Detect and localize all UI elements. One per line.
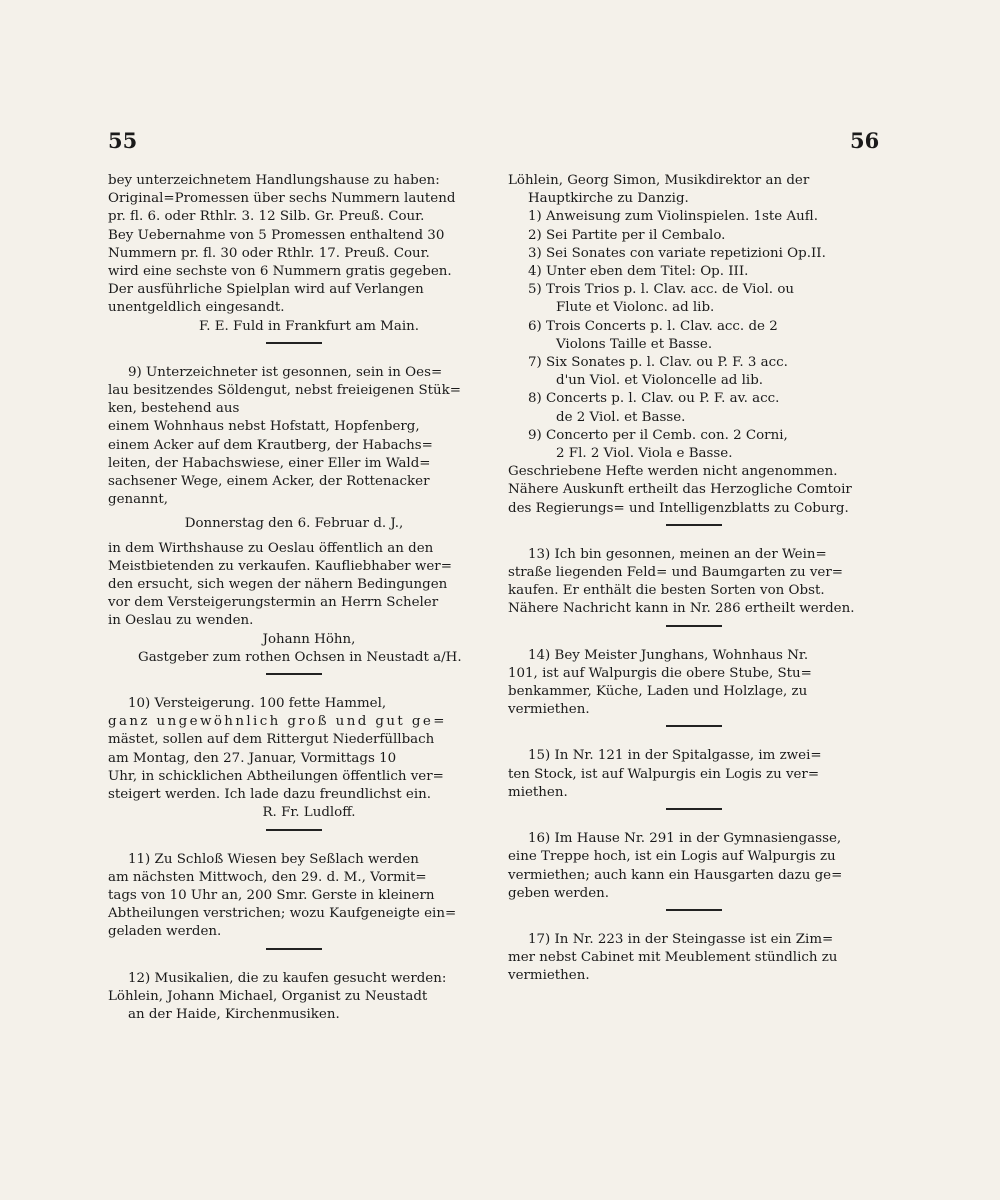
separator-rule [266, 673, 322, 675]
list-item-continued: Violons Taille et Basse. [556, 336, 713, 352]
page-number-left: 55 [108, 128, 138, 153]
text-line: tags von 10 Uhr an, 200 Smr. Gerste in kleinern [108, 887, 435, 903]
text-line: Nähere Nachricht kann in Nr. 286 ertheilt werden. [508, 601, 855, 617]
signature: F. E. Fuld in Frankfurt am Main. [198, 318, 420, 334]
separator-rule [266, 948, 322, 950]
text-line: einem Wohnhaus nebst Hofstatt, Hopfenberg, [108, 419, 420, 435]
text-line: vermiethen; auch kann ein Hausgarten dazu ge= [508, 867, 843, 883]
text-line: Original=Promessen über sechs Nummern lautend [108, 191, 456, 207]
notice-17 [508, 931, 880, 986]
notice-11 [108, 851, 480, 942]
text-line: mer nebst Cabinet mit Meublement stündlich zu [508, 950, 838, 966]
text-line: 11) Zu Schloß Wiesen bey Seßlach werden [128, 851, 419, 867]
text-line: Meistbietenden zu verkaufen. Kaufliebhaber wer= [108, 558, 452, 574]
list-item-continued: 2 Fl. 2 Viol. Viola e Basse. [556, 446, 733, 462]
notice-13 [508, 546, 880, 619]
text-line: Hauptkirche zu Danzig. [528, 191, 689, 207]
list-item: 6) Trois Concerts p. l. Clav. acc. de 2 [528, 318, 778, 334]
text-line: unentgeldlich eingesandt. [108, 300, 285, 316]
list-item: 7) Six Sonates p. l. Clav. ou P. F. 3 acc. [528, 355, 788, 371]
text-line: den ersucht, sich wegen der nähern Bedingungen [108, 577, 448, 593]
text-line: genannt, [108, 492, 168, 508]
notice-16 [508, 830, 880, 903]
signature: R. Fr. Ludloff. [262, 805, 356, 821]
text-line: ten Stock, ist auf Walpurgis ein Logis zu ver= [508, 766, 820, 782]
notice-12 [108, 970, 480, 1025]
text-line: geben werden. [508, 885, 610, 901]
notice-15 [508, 747, 880, 802]
text-line: Löhlein, Georg Simon, Musikdirektor an der [508, 173, 810, 188]
text-line: leiten, der Habachswiese, einer Eller im Wald= [108, 455, 431, 471]
text-line: 17) In Nr. 223 in der Steingasse ist ein Zim= [528, 931, 834, 947]
separator-rule [666, 524, 722, 526]
notice-12-continued [508, 172, 880, 518]
text-line: 13) Ich bin gesonnen, meinen an der Wein= [528, 546, 827, 562]
separator-rule [666, 725, 722, 727]
text-line: bey unterzeichnetem Handlungshause zu haben: [108, 173, 440, 188]
text-line: kaufen. Er enthält die besten Sorten von Obst. [508, 583, 825, 599]
text-line: vermiethen. [508, 702, 590, 718]
notice-10 [108, 695, 480, 822]
text-line: wird eine sechste von 6 Nummern gratis gegeben. [108, 264, 452, 280]
text-line: Nähere Auskunft ertheilt das Herzogliche Comtoir [508, 482, 852, 498]
list-item: 8) Concerts p. l. Clav. ou P. F. av. acc. [528, 391, 780, 407]
text-line: Abtheilungen verstrichen; wozu Kaufgeneigte ein= [108, 906, 457, 922]
text-line: 101, ist auf Walpurgis die obere Stube, Stu= [508, 665, 812, 681]
text-line: miethen. [508, 784, 568, 800]
text-line: ken, bestehend aus [108, 401, 240, 417]
separator-rule [666, 808, 722, 810]
page-number-right: 56 [850, 128, 880, 153]
text-line: geladen werden. [108, 924, 222, 940]
signature: Johann Höhn, [262, 631, 356, 647]
text-line: Bey Uebernahme von 5 Promessen enthaltend 30 [108, 227, 445, 243]
list-item: 9) Concerto per il Cemb. con. 2 Corni, [528, 427, 788, 443]
text-line: 15) In Nr. 121 in der Spitalgasse, im zwei= [528, 748, 822, 764]
text-line: 16) Im Hause Nr. 291 in der Gymnasiengasse, [528, 831, 842, 847]
text-line: vor dem Versteigerungstermin an Herrn Scheler [108, 595, 439, 611]
text-line: einem Acker auf dem Krautberg, der Habachs= [108, 437, 433, 453]
notice-9 [108, 364, 480, 667]
text-line: Geschriebene Hefte werden nicht angenommen. [508, 464, 838, 480]
text-line: mästet, sollen auf dem Rittergut Niederfüllbach [108, 732, 435, 748]
right-column [508, 172, 880, 986]
notice-8-continued [108, 172, 480, 336]
text-line: benkammer, Küche, Laden und Holzlage, zu [508, 684, 808, 700]
list-item: 2) Sei Partite per il Cembalo. [528, 227, 726, 243]
text-line: am Montag, den 27. Januar, Vormittags 10 [108, 750, 397, 766]
text-line: in dem Wirthshause zu Oeslau öffentlich an den [108, 540, 434, 556]
text-line: 9) Unterzeichneter ist gesonnen, sein in Oes= [128, 364, 443, 380]
text-line: in Oeslau zu wenden. [108, 613, 254, 629]
text-line: eine Treppe hoch, ist ein Logis auf Walpurgis zu [508, 849, 836, 865]
text-line: Der ausführliche Spielplan wird auf Verlangen [108, 282, 424, 298]
text-line: ganz ungewöhnlich groß und gut ge= [108, 714, 447, 730]
list-item-continued: Flute et Violonc. ad lib. [556, 300, 715, 316]
text-line: straße liegenden Feld= und Baumgarten zu ver= [508, 565, 843, 581]
text-line: lau besitzendes Söldengut, nebst freieigenen Stük= [108, 383, 461, 399]
left-column [108, 172, 480, 1024]
separator-rule [266, 342, 322, 344]
text-line: an der Haide, Kirchenmusiken. [128, 1006, 340, 1022]
separator-rule [666, 909, 722, 911]
notice-14 [508, 647, 880, 720]
list-item-continued: d'un Viol. et Violoncelle ad lib. [556, 373, 764, 389]
text-line: steigert werden. Ich lade dazu freundlichst ein. [108, 787, 431, 803]
list-item: 1) Anweisung zum Violinspielen. 1ste Aufl. [528, 209, 818, 225]
text-line: pr. fl. 6. oder Rthlr. 3. 12 Silb. Gr. Preuß. Cour. [108, 209, 425, 225]
text-line: sachsener Wege, einem Acker, der Rottenacker [108, 474, 430, 490]
text-line: Uhr, in schicklichen Abtheilungen öffentlich ver= [108, 768, 444, 784]
separator-rule [266, 829, 322, 831]
text-line: 10) Versteigerung. 100 fette Hammel, [128, 696, 387, 712]
list-item: 5) Trois Trios p. l. Clav. acc. de Viol. ou [528, 282, 795, 298]
separator-rule [666, 625, 722, 627]
text-line: Nummern pr. fl. 30 oder Rthlr. 17. Preuß. Cour. [108, 245, 430, 261]
text-line: am nächsten Mittwoch, den 29. d. M., Vormit= [108, 869, 427, 885]
signature: Gastgeber zum rothen Ochsen in Neustadt a/H. [138, 649, 462, 665]
list-item: 4) Unter eben dem Titel: Op. III. [528, 264, 749, 280]
text-line: des Regierungs= und Intelligenzblatts zu Coburg. [508, 500, 849, 516]
text-line: Löhlein, Johann Michael, Organist zu Neustadt [108, 988, 428, 1004]
auction-date: Donnerstag den 6. Februar d. J., [184, 516, 404, 532]
list-item-continued: de 2 Viol. et Basse. [556, 409, 686, 425]
text-line: 14) Bey Meister Junghans, Wohnhaus Nr. [528, 647, 809, 663]
text-line: 12) Musikalien, die zu kaufen gesucht werden: [128, 970, 447, 986]
list-item: 3) Sei Sonates con variate repetizioni Op.II. [528, 245, 826, 261]
text-line: vermiethen. [508, 968, 590, 984]
